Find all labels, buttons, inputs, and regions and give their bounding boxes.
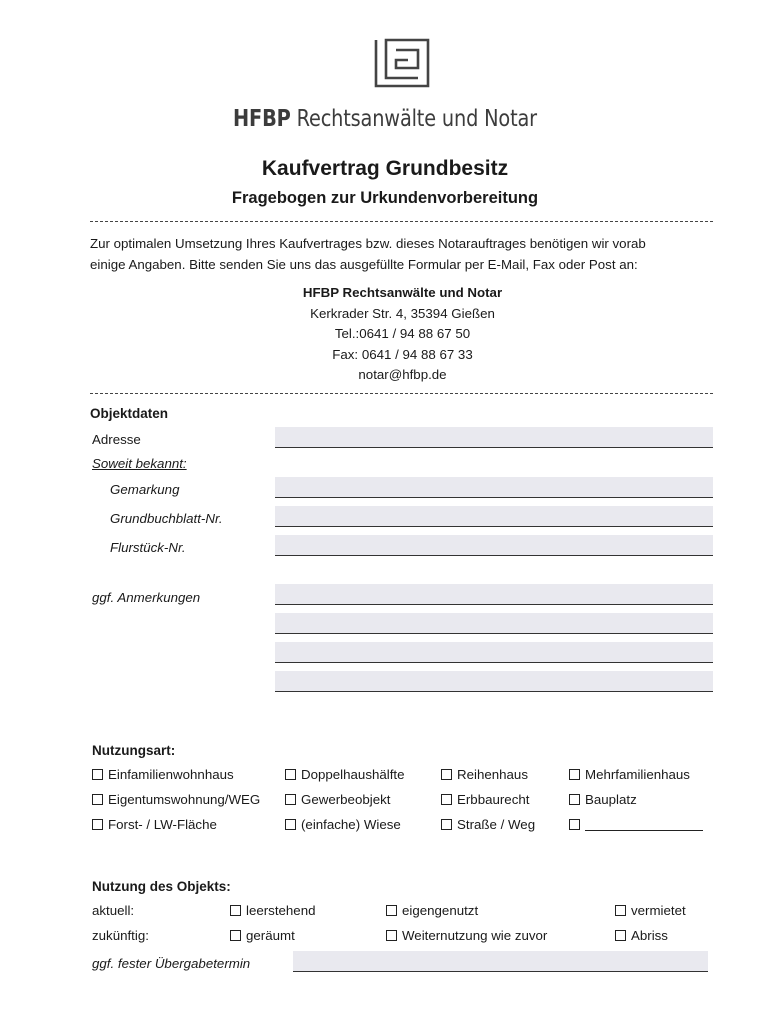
checkbox-icon [441, 769, 452, 780]
checkbox-eigentumswohnung[interactable]: Eigentumswohnung/WEG [92, 792, 260, 807]
checkbox-icon [285, 819, 296, 830]
checkbox-geraeumt[interactable]: geräumt [230, 928, 295, 943]
label-uebergabetermin: ggf. fester Übergabetermin [92, 956, 251, 971]
label-adresse: Adresse [92, 432, 141, 447]
checkbox-icon [386, 905, 397, 916]
anmerkungen-field-1[interactable] [275, 584, 713, 605]
checkbox-doppelhaushaelfte[interactable]: Doppelhaushälfte [285, 767, 405, 782]
checkbox-forst-lw-flaeche[interactable]: Forst- / LW-Fläche [92, 817, 217, 832]
hfbp-logo-icon [374, 38, 430, 88]
uebergabetermin-field[interactable] [293, 951, 708, 972]
label-aktuell: aktuell: [92, 903, 135, 918]
checkbox-icon [285, 769, 296, 780]
adresse-field[interactable] [275, 427, 713, 448]
label-grundbuchblatt: Grundbuchblatt-Nr. [110, 511, 223, 526]
checkbox-icon [386, 930, 397, 941]
grundbuchblatt-field[interactable] [275, 506, 713, 527]
checkbox-vermietet[interactable]: vermietet [615, 903, 686, 918]
checkbox-erbbaurecht[interactable]: Erbbaurecht [441, 792, 529, 807]
contact-tel: Tel.:0641 / 94 88 67 50 [334, 326, 471, 341]
section-nutzung-des-objekts: Nutzung des Objekts: [92, 879, 231, 894]
checkbox-leerstehend[interactable]: leerstehend [230, 903, 316, 918]
sonstiges-blank-line[interactable] [585, 818, 703, 831]
anmerkungen-field-2[interactable] [275, 613, 713, 634]
contact-email: notar@hfbp.de [358, 367, 447, 382]
anmerkungen-field-4[interactable] [275, 671, 713, 692]
checkbox-icon [569, 819, 580, 830]
checkbox-mehrfamilienhaus[interactable]: Mehrfamilienhaus [569, 767, 690, 782]
checkbox-einfache-wiese[interactable]: (einfache) Wiese [285, 817, 401, 832]
divider [90, 221, 713, 222]
checkbox-icon [92, 769, 103, 780]
label-gemarkung: Gemarkung [110, 482, 180, 497]
anmerkungen-field-3[interactable] [275, 642, 713, 663]
flurstueck-field[interactable] [275, 535, 713, 556]
checkbox-icon [569, 794, 580, 805]
checkbox-eigengenutzt[interactable]: eigengenutzt [386, 903, 478, 918]
checkbox-gewerbeobjekt[interactable]: Gewerbeobjekt [285, 792, 390, 807]
checkbox-sonstiges[interactable] [569, 817, 703, 832]
checkbox-icon [615, 905, 626, 916]
checkbox-strasse-weg[interactable]: Straße / Weg [441, 817, 535, 832]
contact-name: HFBP Rechtsanwälte und Notar [302, 285, 503, 300]
contact-street: Kerkrader Str. 4, 35394 Gießen [310, 305, 495, 321]
checkbox-reihenhaus[interactable]: Reihenhaus [441, 767, 528, 782]
section-objektdaten: Objektdaten [90, 406, 169, 421]
checkbox-icon [569, 769, 580, 780]
checkbox-icon [92, 819, 103, 830]
contact-block [0, 283, 770, 386]
checkbox-einfamilienwohnhaus[interactable]: Einfamilienwohnhaus [92, 767, 234, 782]
divider [90, 393, 713, 394]
checkbox-icon [285, 794, 296, 805]
checkbox-icon [92, 794, 103, 805]
checkbox-icon [230, 905, 241, 916]
document-title: Kaufvertrag Grundbesitz [261, 157, 509, 180]
checkbox-icon [441, 794, 452, 805]
gemarkung-field[interactable] [275, 477, 713, 498]
intro-text: Zur optimalen Umsetzung Ihres Kaufvertrages bzw. dieses Notarauftrages benötigen wir vorab einige Angaben. Bitte senden Sie uns das ausgefüllte Formular per E-Mail, Fax oder Post an: [90, 236, 646, 272]
label-anmerkungen: ggf. Anmerkungen [92, 590, 201, 605]
document-subtitle: Fragebogen zur Urkundenvorbereitung [231, 189, 539, 207]
checkbox-icon [230, 930, 241, 941]
brand-name: HFBP Rechtsanwälte und Notar [233, 106, 537, 132]
label-flurstueck: Flurstück-Nr. [110, 540, 186, 555]
label-soweit-bekannt: Soweit bekannt: [92, 456, 187, 471]
checkbox-weiternutzung[interactable]: Weiternutzung wie zuvor [386, 928, 547, 943]
checkbox-abriss[interactable]: Abriss [615, 928, 668, 943]
checkbox-icon [615, 930, 626, 941]
checkbox-bauplatz[interactable]: Bauplatz [569, 792, 637, 807]
contact-fax: Fax: 0641 / 94 88 67 33 [332, 346, 473, 362]
label-zukuenftig: zukünftig: [92, 928, 149, 943]
checkbox-icon [441, 819, 452, 830]
section-nutzungsart: Nutzungsart: [92, 743, 176, 758]
